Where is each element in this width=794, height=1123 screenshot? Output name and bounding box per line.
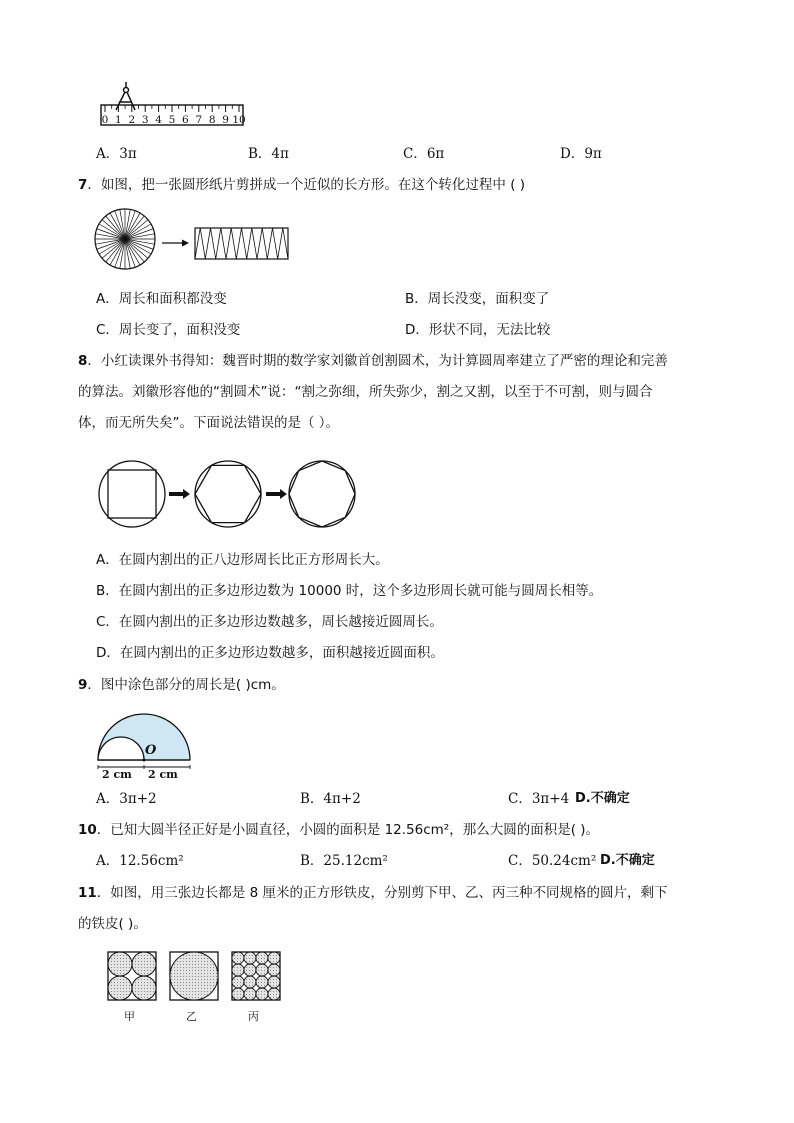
q8-stem-line-2: 的算法。刘徽形容他的“割圆术”说：“割之弥细，所失弥少，割之又割，以至于不可割，则与圆合 bbox=[78, 384, 653, 400]
ruler-tick-label: 0 bbox=[101, 114, 109, 126]
small-circle bbox=[244, 988, 256, 1000]
q6-option-c[interactable]: C．6π bbox=[403, 146, 445, 162]
ruler-tick-label: 7 bbox=[195, 114, 203, 126]
q8-stem-text-1: ．小红读课外书得知：魏晋时期的数学家刘徽首创割圆术，为计算圆周率建立了严密的理论和完善 bbox=[87, 353, 668, 369]
q6-option-d[interactable]: D．9π bbox=[560, 146, 602, 162]
q10-option-b[interactable]: B．25.12cm² bbox=[300, 853, 388, 869]
q7-option-a[interactable]: A．周长和面积都没变 bbox=[96, 291, 227, 307]
q11-stem-line-2: 的铁皮( )。 bbox=[78, 916, 147, 932]
q9-option-a[interactable]: A．3π+2 bbox=[96, 791, 157, 807]
small-circle bbox=[244, 976, 256, 988]
q7-stem-text: ．如图，把一张圆形纸片剪拼成一个近似的长方形。在这个转化过程中 ( ) bbox=[87, 177, 526, 193]
q7-number: 7 bbox=[78, 177, 88, 193]
q9-stem bbox=[78, 675, 285, 695]
small-circle bbox=[268, 964, 280, 976]
small-circle bbox=[268, 988, 280, 1000]
ruler-tick-label: 2 bbox=[128, 114, 136, 126]
inscribed-polygons-icon bbox=[96, 460, 366, 530]
q11-number: 11 bbox=[78, 885, 97, 901]
dim-label-left: 2 cm bbox=[102, 768, 132, 780]
small-circle bbox=[256, 976, 268, 988]
center-label-o: O bbox=[145, 743, 157, 758]
q10-option-a[interactable]: A．12.56cm² bbox=[96, 853, 184, 869]
ruler-tick-label: 6 bbox=[182, 114, 189, 126]
semicircle-figure-icon bbox=[92, 706, 196, 780]
ruler-tick-label: 10 bbox=[232, 114, 246, 126]
q8-stem-line-3: 体，而无所失矣”。下面说法错误的是（ ）。 bbox=[78, 415, 340, 431]
ruler-tick-label: 3 bbox=[141, 114, 149, 126]
q11-stem-text-1: ．如图，用三张边长都是 8 厘米的正方形铁皮，分别剪下甲、乙、丙三种不同规格的圆片，剩下 bbox=[96, 885, 668, 901]
three-squares-circles-icon bbox=[104, 948, 294, 1004]
small-circle bbox=[256, 988, 268, 1000]
q10-stem-text: ．已知大圆半径正好是小圆直径，小圆的面积是 12.56cm²，那么大圆的面积是( )。 bbox=[96, 822, 600, 838]
small-circle bbox=[232, 976, 244, 988]
q8-option-a[interactable]: A．在圆内割出的正八边形周长比正方形周长大。 bbox=[96, 552, 389, 568]
q7-stem bbox=[78, 175, 525, 195]
q9-option-b[interactable]: B．4π+2 bbox=[300, 791, 361, 807]
small-circle bbox=[268, 952, 280, 964]
small-circle bbox=[232, 988, 244, 1000]
q9-number: 9 bbox=[78, 677, 88, 693]
q11-stem-line-1 bbox=[78, 883, 667, 903]
square-yi bbox=[170, 952, 218, 1000]
arrow-right-icon bbox=[162, 240, 189, 247]
label-bing: 丙 bbox=[248, 1010, 259, 1023]
ruler-tick-label: 5 bbox=[168, 114, 176, 126]
compass-on-ruler-icon bbox=[98, 78, 248, 130]
q8-option-d[interactable]: D．在圆内割出的正多边形边数越多，面积越接近圆面积。 bbox=[96, 645, 444, 661]
q9-option-d[interactable]: D.不确定 bbox=[575, 791, 630, 806]
label-jia: 甲 bbox=[124, 1010, 135, 1023]
q10-option-d[interactable]: D.不确定 bbox=[600, 853, 655, 868]
q7-option-b[interactable]: B．周长没变，面积变了 bbox=[405, 291, 550, 307]
small-circle bbox=[244, 964, 256, 976]
small-circle bbox=[244, 952, 256, 964]
q10-stem bbox=[78, 820, 599, 840]
q9-option-c[interactable]: C．3π+4 bbox=[508, 791, 570, 807]
q6-option-b[interactable]: B．4π bbox=[248, 146, 289, 162]
dim-label-right: 2 cm bbox=[148, 768, 178, 780]
q8-stem-line-1 bbox=[78, 351, 668, 371]
small-circle bbox=[256, 964, 268, 976]
small-circle bbox=[268, 976, 280, 988]
circle-to-rectangle-icon bbox=[92, 203, 292, 283]
q7-option-d[interactable]: D．形状不同，无法比较 bbox=[405, 322, 551, 338]
q8-number: 8 bbox=[78, 353, 88, 369]
ruler-tick-label: 8 bbox=[208, 114, 216, 126]
arrow-right-icon bbox=[169, 489, 287, 499]
square-jia bbox=[108, 952, 156, 1000]
small-circle bbox=[232, 952, 244, 964]
ruler-tick-label: 9 bbox=[222, 114, 229, 126]
q10-option-c[interactable]: C．50.24cm² bbox=[508, 853, 597, 869]
q6-option-a[interactable]: A．3π bbox=[96, 146, 137, 162]
small-circle bbox=[256, 952, 268, 964]
label-yi: 乙 bbox=[186, 1010, 197, 1023]
square-bing bbox=[232, 952, 280, 1000]
q7-option-c[interactable]: C．周长变了，面积没变 bbox=[96, 322, 241, 338]
q8-option-c[interactable]: C．在圆内割出的正多边形边数越多，周长越接近圆周长。 bbox=[96, 614, 443, 630]
ruler-tick-label: 1 bbox=[115, 114, 122, 126]
small-circle bbox=[232, 964, 244, 976]
ruler bbox=[101, 105, 246, 126]
ruler-tick-label: 4 bbox=[155, 114, 162, 126]
q10-number: 10 bbox=[78, 822, 97, 838]
q9-stem-text: ．图中涂色部分的周长是( )cm。 bbox=[87, 677, 285, 693]
q8-option-b[interactable]: B．在圆内割出的正多边形边数为 10000 时，这个多边形周长就可能与圆周长相等。 bbox=[96, 583, 603, 599]
